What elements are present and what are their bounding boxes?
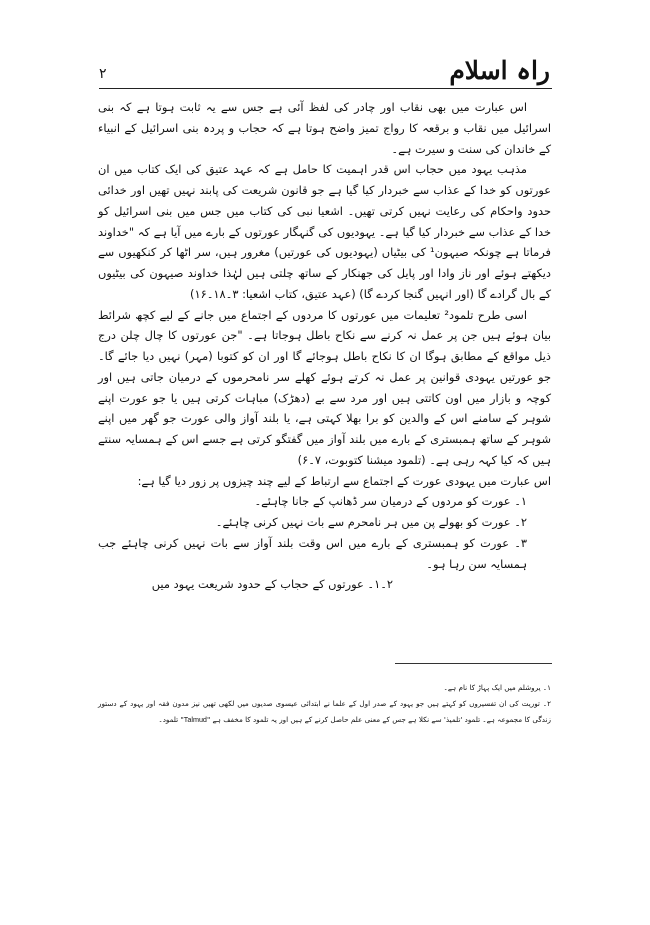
text-line: ہیں جن پر عمل نہ کرنے سے نکاح باطل ہوجاتا ہے۔ "جن عورتوں کا چال چلن درج ذیل مواقع کے مطابق bbox=[98, 328, 551, 363]
header-rule bbox=[99, 88, 552, 89]
footnotes bbox=[98, 680, 551, 728]
page-number: ۲ bbox=[99, 66, 107, 82]
paragraph-3 bbox=[98, 305, 551, 471]
footnote-rule bbox=[395, 663, 552, 664]
text-line: (دھڑک) مباہات کرتی ہیں یا جو عورت اپنے شوہر کے سامنے اس کے والدین کو برا بھلا کہتی ہے، یا بلند آواز bbox=[98, 390, 551, 426]
text-line: اسی طرح تلمود² تعلیمات میں عورتوں کا مردوں کے اجتماع میں جانے کے لیے کچھ شرائط بیان ہوئے bbox=[98, 307, 552, 343]
text-line: کرتے ہوئے کھلے سر نامحرموں کے درمیان جاتی ہیں اور کوچہ و بازار میں اون کاتتی ہیں اور مرد سے بے bbox=[98, 369, 551, 405]
journal-logo: راہ اسلام bbox=[449, 56, 550, 85]
text-line: ہوگا ان کا نکاح باطل ہوجائے گا اور ان کو کتوبا (مہر) نہیں دیا جائے گا۔ جو عورتیں یہودی قوانین پر عمل نہ bbox=[98, 349, 551, 384]
paragraph-1 bbox=[98, 97, 551, 159]
footnote-1: ۱۔ یروشلم میں ایک پہاڑ کا نام ہے۔ bbox=[443, 683, 551, 692]
text-line: ہمسایہ سنتے ہیں کہ کیا کہہ رہی ہے۔ (تلمود میشنا کتوبوت، ۷۔۶) bbox=[98, 432, 551, 467]
section-subheading: ۲۔۱۔ عورتوں کے حجاب کے حدود شریعت یہود میں bbox=[151, 577, 393, 592]
text-line: والی عورت جو گھر میں اپنے شوہر کے ساتھ ہمبستری کے بارے میں بلند آواز میں گفتگو کرتی ہے جسے اس کے bbox=[98, 411, 551, 446]
text-line: صیہون کی بیٹیوں کے بال گرادے گا (اور انہیں گنجا کردے گا) (عہد عتیق، کتاب اشعیا: ۳۔۱۸۔۱۶) bbox=[98, 266, 551, 301]
text-line: اس عبارت میں بھی نقاب اور چادر کی لفظ آئی ہے جس سے یہ ثابت ہوتا ہے کہ بنی اسرائیل میں نقاب bbox=[98, 100, 551, 135]
list-item: ۲۔ عورت کو بھولے پن میں ہر نامحرم سے بات نہیں کرنی چاہئے۔ bbox=[215, 515, 527, 529]
text-line: کرتی تھیں۔ اشعیا نبی کی کتاب میں جس میں بنی اسرائیل کو خدا کے عذاب سے خبردار کیا گیا ہے۔ یہودیوں کی bbox=[98, 203, 552, 239]
paragraph-4: اس عبارت میں یہودی عورت کے اجتماع سے ارتباط کے لیے چند چیزوں پر زور دیا گیا ہے: bbox=[137, 473, 551, 488]
paragraph-2 bbox=[98, 159, 551, 304]
text-line: مغرور ہیں، سر اٹھا کر کنکھیوں سے دیکھتے ہوئے اور ناز وادا اور پایل کی جھنکار کے ساتھ چلتی ہیں لہٰذا خداوند bbox=[98, 245, 551, 280]
footnote-2-line-2: مجموعہ ہے۔ تلمود 'تلمیذ' سے نکلا ہے جس کے معنی علم حاصل کرنے کے ہیں اور یہ تلمود کا مخفف ہے " bbox=[206, 715, 523, 724]
text-line: کے عذاب سے خبردار کیا گیا ہے جو قانون شریعت کی پابند نہیں تھیں اور خدائی حدود واحکام کی رعایت نہیں bbox=[98, 183, 552, 218]
text-line: مذہب یہود میں حجاب اس قدر اہمیت کا حامل ہے کہ عہد عتیق کی ایک کتاب میں ان عورتوں کو خدا bbox=[98, 162, 551, 197]
list-item: ۱۔ عورت کو مردوں کے درمیان سر ڈھانپ کے جانا چاہئے۔ bbox=[254, 494, 527, 509]
body-text bbox=[98, 97, 551, 595]
footnote-2 bbox=[98, 696, 551, 728]
text-line: گنہگار عورتوں کے بارے میں آیا ہے کہ "خداوند فرماتا ہے چونکہ صیہون¹ کی بیٹیاں (یہودیوں کی عورتیں) bbox=[98, 224, 552, 260]
footnote-2-latin-term: Talmud bbox=[183, 715, 207, 724]
footnote-2-line-1: ۲۔ توریت کی ان تفسیروں کو کہتے ہیں جو یہود کے صدر اول کے علما نے ابتدائی عیسوی صدیوں میں لکھی تھیں نیز مدون فقہ اور یہود کے دستور زندگی کا bbox=[98, 699, 551, 724]
footnote-2-line-2-end: " تلمود۔ bbox=[158, 715, 184, 724]
list-item: ۳۔ عورت کو ہمبستری کے بارے میں اس وقت بلند آواز سے بات نہیں کرنی چاہئے جب ہمسایہ سن رہا ہو۔ bbox=[98, 535, 527, 571]
text-line: و برقعہ کا رواج تمیز واضح ہوتا ہے کہ حجاب و پردہ بنی اسرائیل کے انبیاء کے خاندان کی سنت و سیرت ہے۔ bbox=[98, 120, 551, 156]
